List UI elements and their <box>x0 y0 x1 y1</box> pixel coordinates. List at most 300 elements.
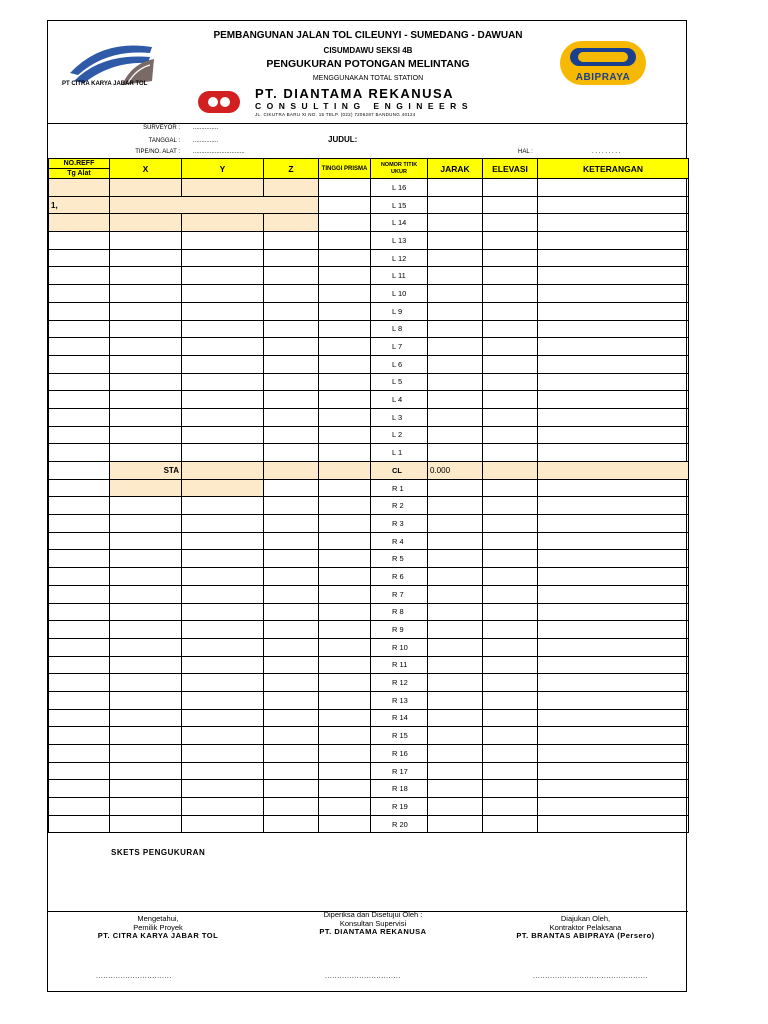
x-cell[interactable] <box>110 727 182 745</box>
tinggi-prisma-cell[interactable] <box>319 709 371 727</box>
noref-cell[interactable] <box>49 515 110 533</box>
jarak-cell[interactable] <box>428 550 483 568</box>
tanggal-field[interactable]: ............... <box>193 138 219 144</box>
y-cell[interactable] <box>182 550 264 568</box>
y-cell[interactable] <box>182 638 264 656</box>
y-cell[interactable] <box>182 532 264 550</box>
x-cell[interactable] <box>110 515 182 533</box>
y-cell[interactable] <box>182 780 264 798</box>
y-cell[interactable] <box>182 408 264 426</box>
jarak-cell[interactable] <box>428 621 483 639</box>
z-cell[interactable] <box>264 568 319 586</box>
y-cell[interactable] <box>182 426 264 444</box>
keterangan-cell[interactable] <box>538 621 689 639</box>
sta-value-cell[interactable] <box>182 462 264 480</box>
jarak-cell[interactable] <box>428 638 483 656</box>
x-cell[interactable] <box>110 497 182 515</box>
noref-cell[interactable] <box>49 179 110 197</box>
elevasi-cell[interactable] <box>483 585 538 603</box>
x-cell[interactable] <box>110 373 182 391</box>
z-cell[interactable] <box>264 550 319 568</box>
y-cell[interactable] <box>182 285 264 303</box>
keterangan-cell[interactable] <box>538 815 689 833</box>
tinggi-prisma-cell[interactable] <box>319 320 371 338</box>
z-cell[interactable] <box>264 638 319 656</box>
tinggi-prisma-cell[interactable] <box>319 232 371 250</box>
noref-cell[interactable] <box>49 497 110 515</box>
y-cell[interactable] <box>182 515 264 533</box>
tinggi-prisma-cell[interactable] <box>319 638 371 656</box>
tinggi-prisma-cell[interactable] <box>319 745 371 763</box>
x-cell[interactable] <box>110 691 182 709</box>
jarak-cell[interactable] <box>428 391 483 409</box>
tinggi-prisma-cell[interactable] <box>319 815 371 833</box>
keterangan-cell[interactable] <box>538 338 689 356</box>
noref-cell[interactable] <box>49 338 110 356</box>
jarak-cell[interactable] <box>428 196 483 214</box>
jarak-cell[interactable] <box>428 302 483 320</box>
signature-owner-dots[interactable]: ............................... <box>96 973 172 980</box>
noref-cell[interactable] <box>49 780 110 798</box>
z-cell[interactable] <box>264 780 319 798</box>
x-cell[interactable] <box>110 426 182 444</box>
noref-cell[interactable] <box>49 444 110 462</box>
jarak-cell[interactable] <box>428 585 483 603</box>
keterangan-cell[interactable] <box>538 568 689 586</box>
noref-cell[interactable] <box>49 674 110 692</box>
z-cell[interactable] <box>264 391 319 409</box>
z-cell[interactable] <box>264 815 319 833</box>
noref-cell[interactable] <box>49 462 110 480</box>
jarak-cell[interactable] <box>428 745 483 763</box>
elevasi-cell[interactable] <box>483 515 538 533</box>
keterangan-cell[interactable] <box>538 320 689 338</box>
elevasi-cell[interactable] <box>483 780 538 798</box>
z-cell[interactable] <box>264 338 319 356</box>
tinggi-prisma-cell[interactable] <box>319 621 371 639</box>
y-cell[interactable] <box>182 656 264 674</box>
elevasi-cell[interactable] <box>483 338 538 356</box>
elevasi-cell[interactable] <box>483 497 538 515</box>
jarak-cell[interactable] <box>428 709 483 727</box>
z-cell[interactable] <box>264 709 319 727</box>
tinggi-prisma-cell[interactable] <box>319 391 371 409</box>
elevasi-cell[interactable] <box>483 249 538 267</box>
x-cell[interactable] <box>110 479 182 497</box>
x-cell[interactable] <box>110 656 182 674</box>
keterangan-cell[interactable] <box>538 302 689 320</box>
keterangan-cell[interactable] <box>538 267 689 285</box>
elevasi-cell[interactable] <box>483 426 538 444</box>
keterangan-cell[interactable] <box>538 232 689 250</box>
x-cell[interactable] <box>110 391 182 409</box>
y-cell[interactable] <box>182 709 264 727</box>
z-cell[interactable] <box>264 479 319 497</box>
y-cell[interactable] <box>182 497 264 515</box>
elevasi-cell[interactable] <box>483 179 538 197</box>
x-cell[interactable] <box>110 249 182 267</box>
y-cell[interactable] <box>182 179 264 197</box>
elevasi-cell[interactable] <box>483 603 538 621</box>
y-cell[interactable] <box>182 320 264 338</box>
x-cell[interactable] <box>110 745 182 763</box>
z-cell[interactable] <box>264 674 319 692</box>
keterangan-cell[interactable] <box>538 798 689 816</box>
z-cell[interactable] <box>264 515 319 533</box>
tinggi-prisma-cell[interactable] <box>319 373 371 391</box>
x-cell[interactable] <box>110 762 182 780</box>
jarak-cell[interactable] <box>428 373 483 391</box>
jarak-cell[interactable] <box>428 479 483 497</box>
x-cell[interactable] <box>110 285 182 303</box>
noref-cell[interactable] <box>49 426 110 444</box>
noref-cell[interactable] <box>49 267 110 285</box>
z-cell[interactable] <box>264 603 319 621</box>
tinggi-prisma-cell[interactable] <box>319 479 371 497</box>
tinggi-prisma-cell[interactable] <box>319 179 371 197</box>
y-cell[interactable] <box>182 214 264 232</box>
keterangan-cell[interactable] <box>538 745 689 763</box>
noref-cell[interactable]: 1, <box>49 196 110 214</box>
elevasi-cell[interactable] <box>483 709 538 727</box>
z-cell[interactable] <box>264 745 319 763</box>
z-cell[interactable] <box>264 762 319 780</box>
z-cell[interactable] <box>264 302 319 320</box>
y-cell[interactable] <box>182 762 264 780</box>
z-cell[interactable] <box>264 532 319 550</box>
x-cell[interactable] <box>110 815 182 833</box>
y-cell[interactable] <box>182 798 264 816</box>
jarak-cell[interactable] <box>428 232 483 250</box>
jarak-cell[interactable] <box>428 249 483 267</box>
z-cell[interactable] <box>264 320 319 338</box>
x-cell[interactable] <box>110 621 182 639</box>
elevasi-cell[interactable] <box>483 285 538 303</box>
keterangan-cell[interactable] <box>538 762 689 780</box>
noref-cell[interactable] <box>49 568 110 586</box>
y-cell[interactable] <box>182 621 264 639</box>
noref-cell[interactable] <box>49 249 110 267</box>
tinggi-prisma-cell[interactable] <box>319 568 371 586</box>
x-cell[interactable] <box>110 780 182 798</box>
elevasi-cell[interactable] <box>483 745 538 763</box>
keterangan-cell[interactable] <box>538 709 689 727</box>
z-cell[interactable] <box>264 285 319 303</box>
x-cell[interactable] <box>110 674 182 692</box>
keterangan-cell[interactable] <box>538 656 689 674</box>
x-cell[interactable] <box>110 179 182 197</box>
noref-cell[interactable] <box>49 285 110 303</box>
z-cell[interactable] <box>264 373 319 391</box>
z-cell[interactable] <box>264 497 319 515</box>
z-cell[interactable] <box>264 691 319 709</box>
keterangan-cell[interactable] <box>538 532 689 550</box>
noref-cell[interactable] <box>49 355 110 373</box>
elevasi-cell[interactable] <box>483 550 538 568</box>
jarak-cell[interactable] <box>428 762 483 780</box>
noref-cell[interactable] <box>49 408 110 426</box>
keterangan-cell[interactable] <box>538 497 689 515</box>
keterangan-cell[interactable] <box>538 408 689 426</box>
x-cell[interactable] <box>110 709 182 727</box>
jarak-cell[interactable] <box>428 532 483 550</box>
jarak-cell[interactable] <box>428 798 483 816</box>
noref-cell[interactable] <box>49 815 110 833</box>
elevasi-cell[interactable] <box>483 355 538 373</box>
tinggi-prisma-cell[interactable] <box>319 462 371 480</box>
z-cell[interactable] <box>264 267 319 285</box>
elevasi-cell[interactable] <box>483 462 538 480</box>
noref-cell[interactable] <box>49 550 110 568</box>
noref-cell[interactable] <box>49 638 110 656</box>
tinggi-prisma-cell[interactable] <box>319 408 371 426</box>
elevasi-cell[interactable] <box>483 444 538 462</box>
elevasi-cell[interactable] <box>483 727 538 745</box>
keterangan-cell[interactable] <box>538 479 689 497</box>
jarak-cell[interactable] <box>428 603 483 621</box>
noref-cell[interactable] <box>49 798 110 816</box>
elevasi-cell[interactable] <box>483 302 538 320</box>
jarak-cell[interactable] <box>428 674 483 692</box>
elevasi-cell[interactable] <box>483 656 538 674</box>
tinggi-prisma-cell[interactable] <box>319 603 371 621</box>
jarak-cell[interactable] <box>428 515 483 533</box>
elevasi-cell[interactable] <box>483 196 538 214</box>
elevasi-cell[interactable] <box>483 532 538 550</box>
noref-cell[interactable] <box>49 214 110 232</box>
keterangan-cell[interactable] <box>538 638 689 656</box>
tinggi-prisma-cell[interactable] <box>319 497 371 515</box>
noref-cell[interactable] <box>49 727 110 745</box>
jarak-cell[interactable] <box>428 656 483 674</box>
z-cell[interactable] <box>264 232 319 250</box>
y-cell[interactable] <box>182 373 264 391</box>
jarak-cell[interactable] <box>428 267 483 285</box>
x-cell[interactable] <box>110 568 182 586</box>
keterangan-cell[interactable] <box>538 780 689 798</box>
elevasi-cell[interactable] <box>483 762 538 780</box>
jarak-cell[interactable] <box>428 727 483 745</box>
keterangan-cell[interactable] <box>538 391 689 409</box>
noref-cell[interactable] <box>49 532 110 550</box>
x-cell[interactable] <box>110 338 182 356</box>
y-cell[interactable] <box>182 691 264 709</box>
keterangan-cell[interactable] <box>538 550 689 568</box>
noref-cell[interactable] <box>49 709 110 727</box>
elevasi-cell[interactable] <box>483 391 538 409</box>
tinggi-prisma-cell[interactable] <box>319 285 371 303</box>
jarak-cell[interactable] <box>428 780 483 798</box>
noref-cell[interactable] <box>49 585 110 603</box>
signature-contractor-dots[interactable]: ............................................... <box>533 973 648 980</box>
y-cell[interactable] <box>182 444 264 462</box>
tinggi-prisma-cell[interactable] <box>319 674 371 692</box>
jarak-cell[interactable] <box>428 179 483 197</box>
cl-jarak-cell[interactable]: 0.000 <box>428 462 483 480</box>
noref-cell[interactable] <box>49 762 110 780</box>
elevasi-cell[interactable] <box>483 232 538 250</box>
x-cell[interactable] <box>110 355 182 373</box>
keterangan-cell[interactable] <box>538 727 689 745</box>
elevasi-cell[interactable] <box>483 798 538 816</box>
y-cell[interactable] <box>182 355 264 373</box>
tinggi-prisma-cell[interactable] <box>319 196 371 214</box>
coord-cell[interactable] <box>110 196 319 214</box>
tinggi-prisma-cell[interactable] <box>319 249 371 267</box>
x-cell[interactable] <box>110 603 182 621</box>
y-cell[interactable] <box>182 568 264 586</box>
noref-cell[interactable] <box>49 391 110 409</box>
jarak-cell[interactable] <box>428 426 483 444</box>
jarak-cell[interactable] <box>428 497 483 515</box>
elevasi-cell[interactable] <box>483 267 538 285</box>
elevasi-cell[interactable] <box>483 408 538 426</box>
hal-field[interactable]: . . . . . . . . . <box>592 149 621 155</box>
noref-cell[interactable] <box>49 479 110 497</box>
elevasi-cell[interactable] <box>483 568 538 586</box>
z-cell[interactable] <box>264 585 319 603</box>
tinggi-prisma-cell[interactable] <box>319 798 371 816</box>
x-cell[interactable] <box>110 532 182 550</box>
x-cell[interactable] <box>110 798 182 816</box>
keterangan-cell[interactable] <box>538 179 689 197</box>
elevasi-cell[interactable] <box>483 479 538 497</box>
z-cell[interactable] <box>264 408 319 426</box>
y-cell[interactable] <box>182 603 264 621</box>
signature-consultant-dots[interactable]: ............................... <box>325 973 401 980</box>
keterangan-cell[interactable] <box>538 196 689 214</box>
elevasi-cell[interactable] <box>483 214 538 232</box>
keterangan-cell[interactable] <box>538 444 689 462</box>
tinggi-prisma-cell[interactable] <box>319 338 371 356</box>
z-cell[interactable] <box>264 355 319 373</box>
noref-cell[interactable] <box>49 745 110 763</box>
y-cell[interactable] <box>182 338 264 356</box>
noref-cell[interactable] <box>49 691 110 709</box>
keterangan-cell[interactable] <box>538 462 689 480</box>
z-cell[interactable] <box>264 249 319 267</box>
y-cell[interactable] <box>182 585 264 603</box>
tinggi-prisma-cell[interactable] <box>319 444 371 462</box>
z-cell[interactable] <box>264 426 319 444</box>
keterangan-cell[interactable] <box>538 585 689 603</box>
y-cell[interactable] <box>182 302 264 320</box>
keterangan-cell[interactable] <box>538 373 689 391</box>
jarak-cell[interactable] <box>428 285 483 303</box>
x-cell[interactable] <box>110 232 182 250</box>
tinggi-prisma-cell[interactable] <box>319 762 371 780</box>
jarak-cell[interactable] <box>428 320 483 338</box>
keterangan-cell[interactable] <box>538 285 689 303</box>
noref-cell[interactable] <box>49 302 110 320</box>
keterangan-cell[interactable] <box>538 515 689 533</box>
x-cell[interactable] <box>110 585 182 603</box>
y-cell[interactable] <box>182 249 264 267</box>
noref-cell[interactable] <box>49 373 110 391</box>
tipe-alat-field[interactable]: ............................... <box>193 149 245 155</box>
keterangan-cell[interactable] <box>538 249 689 267</box>
jarak-cell[interactable] <box>428 214 483 232</box>
y-cell[interactable] <box>182 232 264 250</box>
y-cell[interactable] <box>182 674 264 692</box>
x-cell[interactable] <box>110 550 182 568</box>
noref-cell[interactable] <box>49 656 110 674</box>
x-cell[interactable] <box>110 638 182 656</box>
z-cell[interactable] <box>264 444 319 462</box>
z-cell[interactable] <box>264 798 319 816</box>
elevasi-cell[interactable] <box>483 815 538 833</box>
tinggi-prisma-cell[interactable] <box>319 656 371 674</box>
tinggi-prisma-cell[interactable] <box>319 727 371 745</box>
tinggi-prisma-cell[interactable] <box>319 532 371 550</box>
z-cell[interactable] <box>264 727 319 745</box>
tinggi-prisma-cell[interactable] <box>319 355 371 373</box>
tinggi-prisma-cell[interactable] <box>319 214 371 232</box>
x-cell[interactable] <box>110 214 182 232</box>
jarak-cell[interactable] <box>428 408 483 426</box>
y-cell[interactable] <box>182 267 264 285</box>
elevasi-cell[interactable] <box>483 621 538 639</box>
keterangan-cell[interactable] <box>538 214 689 232</box>
noref-cell[interactable] <box>49 320 110 338</box>
keterangan-cell[interactable] <box>538 603 689 621</box>
y-cell[interactable] <box>182 815 264 833</box>
tinggi-prisma-cell[interactable] <box>319 426 371 444</box>
tinggi-prisma-cell[interactable] <box>319 302 371 320</box>
elevasi-cell[interactable] <box>483 691 538 709</box>
noref-cell[interactable] <box>49 621 110 639</box>
x-cell[interactable] <box>110 408 182 426</box>
keterangan-cell[interactable] <box>538 691 689 709</box>
jarak-cell[interactable] <box>428 691 483 709</box>
surveyor-field[interactable]: ............... <box>193 125 219 131</box>
y-cell[interactable] <box>182 479 264 497</box>
y-cell[interactable] <box>182 745 264 763</box>
x-cell[interactable] <box>110 267 182 285</box>
keterangan-cell[interactable] <box>538 674 689 692</box>
tinggi-prisma-cell[interactable] <box>319 585 371 603</box>
y-cell[interactable] <box>182 391 264 409</box>
tinggi-prisma-cell[interactable] <box>319 691 371 709</box>
keterangan-cell[interactable] <box>538 426 689 444</box>
jarak-cell[interactable] <box>428 568 483 586</box>
z-cell[interactable] <box>264 462 319 480</box>
y-cell[interactable] <box>182 727 264 745</box>
jarak-cell[interactable] <box>428 444 483 462</box>
tinggi-prisma-cell[interactable] <box>319 550 371 568</box>
elevasi-cell[interactable] <box>483 320 538 338</box>
elevasi-cell[interactable] <box>483 674 538 692</box>
elevasi-cell[interactable] <box>483 638 538 656</box>
keterangan-cell[interactable] <box>538 355 689 373</box>
noref-cell[interactable] <box>49 603 110 621</box>
jarak-cell[interactable] <box>428 815 483 833</box>
tinggi-prisma-cell[interactable] <box>319 267 371 285</box>
z-cell[interactable] <box>264 656 319 674</box>
elevasi-cell[interactable] <box>483 373 538 391</box>
noref-cell[interactable] <box>49 232 110 250</box>
z-cell[interactable] <box>264 214 319 232</box>
z-cell[interactable] <box>264 179 319 197</box>
x-cell[interactable] <box>110 302 182 320</box>
jarak-cell[interactable] <box>428 355 483 373</box>
x-cell[interactable] <box>110 320 182 338</box>
tinggi-prisma-cell[interactable] <box>319 515 371 533</box>
jarak-cell[interactable] <box>428 338 483 356</box>
x-cell[interactable] <box>110 444 182 462</box>
tinggi-prisma-cell[interactable] <box>319 780 371 798</box>
z-cell[interactable] <box>264 621 319 639</box>
